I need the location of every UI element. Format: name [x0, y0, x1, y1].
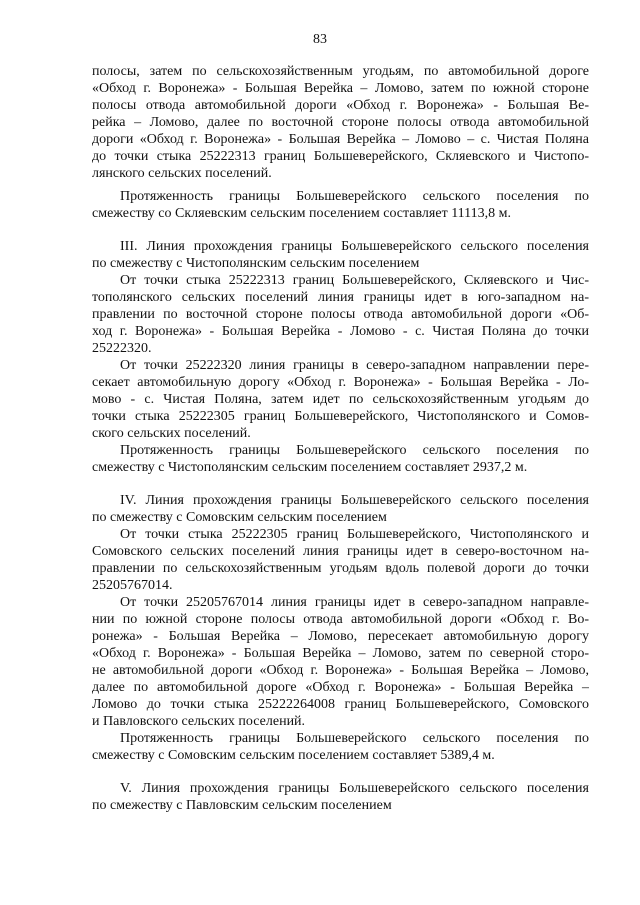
text-line: От точки 25205767014 линия границы идет в северо-западном направле-: [120, 595, 589, 610]
text-line: до точки стыка 25222313 границ Большеверейского, Скляевского и Чистопо-: [92, 149, 589, 164]
text-line: ронежа» - Большая Верейка – Ломово, пересекает автомобильную дорогу: [92, 629, 589, 644]
text-line: V. Линия прохождения границы Большеверейского сельского поселения: [120, 781, 589, 796]
text-line: Ломово до точки стыка 25222264008 границ Большеверейского, Сомовского: [92, 697, 589, 712]
text-line: Сомовского сельских поселений линия границы идет в северо-восточном на-: [92, 544, 589, 559]
text-line: тополянского сельских поселений линия границы идет в юго-западном на-: [92, 290, 589, 305]
text-line: смежеству с Чистополянским сельским поселением составляет 2937,2 м.: [92, 460, 528, 475]
paragraph: [92, 594, 589, 730]
text-line: «Обход г. Воронежа» - Большая Верейка – Ломово, затем по южной стороне: [92, 81, 589, 96]
paragraph: [92, 526, 589, 594]
text-line: смежеству со Скляевским сельским поселением составляет 11113,8 м.: [92, 206, 511, 221]
paragraph-length-somovo: [92, 730, 589, 764]
text-line: мово - с. Чистая Поляна, затем идет по сельскохозяйственным угодьям до: [92, 392, 589, 407]
text-line: по смежеству с Чистополянским сельским поселением: [92, 256, 420, 271]
text-line: смежеству с Сомовским сельским поселением составляет 5389,4 м.: [92, 748, 495, 763]
paragraph-length-skliaevo: [92, 188, 589, 222]
document-body: [92, 63, 589, 814]
section-heading-iv: [92, 492, 589, 526]
text-line: Протяженность границы Большеверейского сельского поселения по: [120, 731, 589, 746]
text-line: полосы отвода автомобильной дороги «Обход г. Воронежа» - Большая Ве-: [92, 98, 589, 113]
text-line: правлении по восточной стороне полосы отвода автомобильной дороги «Об-: [92, 307, 589, 322]
paragraph-length-chistaya-polyana: [92, 442, 589, 476]
text-line: Протяженность границы Большеверейского сельского поселения по: [120, 443, 589, 458]
page-number: 83: [313, 32, 327, 47]
text-line: От точки 25222320 линия границы в северо-западном направлении пере-: [120, 358, 589, 373]
paragraph-continuation: [92, 63, 589, 182]
text-line: лянского сельских поселений.: [92, 166, 272, 181]
text-line: по смежеству с Павловским сельским поселением: [92, 798, 392, 813]
section-heading-v: [92, 780, 589, 814]
text-line: «Обход г. Воронежа» - Большая Верейка – Ломово, затем по северной сторо-: [92, 646, 589, 661]
paragraph: [92, 357, 589, 442]
text-line: ского сельских поселений.: [92, 426, 251, 441]
text-line: дороги «Обход г. Воронежа» - Большая Верейка – Ломово – с. Чистая Поляна: [92, 132, 589, 147]
text-line: нии по южной стороне полосы отвода автомобильной дороги «Обход г. Во-: [92, 612, 589, 627]
text-line: 25222320.: [92, 341, 152, 356]
paragraph: [92, 272, 589, 357]
text-line: и Павловского сельских поселений.: [92, 714, 306, 729]
text-line: III. Линия прохождения границы Большеверейского сельского поселения: [120, 239, 589, 254]
text-line: правлении по сельскохозяйственным угодьям вдоль полевой дороги до точки: [92, 561, 589, 576]
text-line: полосы, затем по сельскохозяйственным угодьям, по автомобильной дороге: [92, 64, 589, 79]
text-line: далее по автомобильной дороге «Обход г. Воронежа» - Большая Верейка –: [92, 680, 589, 695]
text-line: От точки стыка 25222305 границ Большеверейского, Чистополянского и: [120, 527, 589, 542]
text-line: IV. Линия прохождения границы Большеверейского сельского поселения: [120, 493, 589, 508]
text-line: ход г. Воронежа» - Большая Верейка - Ломово - с. Чистая Поляна до точки: [92, 324, 589, 339]
text-line: по смежеству с Сомовским сельским поселением: [92, 510, 387, 525]
text-line: От точки стыка 25222313 границ Большеверейского, Скляевского и Чис-: [120, 273, 589, 288]
section-heading-iii: [92, 238, 589, 272]
text-line: точки стыка 25222305 границ Большеверейского, Чистополянского и Сомов-: [92, 409, 589, 424]
text-line: не автомобильной дороги «Обход г. Воронежа» - Большая Верейка – Ломово,: [92, 663, 589, 678]
text-line: 25205767014.: [92, 578, 173, 593]
text-line: секает автомобильную дорогу «Обход г. Воронежа» - Большая Верейка - Ло-: [92, 375, 589, 390]
text-line: рейка – Ломово, далее по восточной стороне полосы отвода автомобильной: [92, 115, 589, 130]
text-line: Протяженность границы Большеверейского сельского поселения по: [120, 189, 589, 204]
